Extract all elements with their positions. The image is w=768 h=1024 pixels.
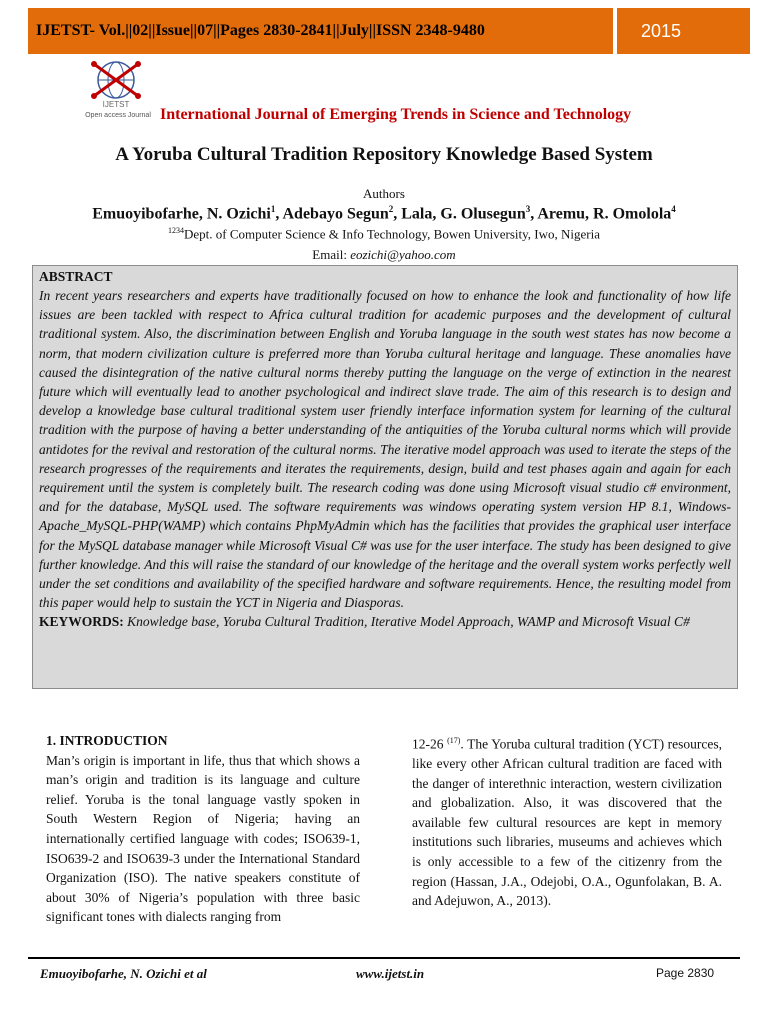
author-separator: , — [393, 205, 402, 223]
authors-label: Authors — [363, 186, 405, 201]
affiliation-text: Dept. of Computer Science & Info Technology, Bowen University, Iwo, Nigeria — [184, 226, 600, 242]
abstract-text: In recent years researchers and experts have traditionally focused on how to enhance the look and functionality of how life issues are been tackled with respect to Africa cultural tradition for academic purposes and the development of cultural traditional system. Also, the discrimination between English and Yoruba language in the south west states has now become a norm, that modern civilization culture is preferred more than Yoruba cultural heritage and language. These anomalies have caused the disintegration of the native cultural norms thereby putting the language on the verge of extinction in the nearest future which will eventually lead to another psychological and indirect slave trade. The aim of this research is to design and develop a knowledge base cultural traditional system user friendly interface information system for learning of the cultural tradition with the purpose of having a better understanding of the antiquities of the Yoruba cultural norms which will provide antidotes for the revival and restoration of the cultural norms. The iterative model approach was used to iterate the steps of the research progresses of the requirements and iterates the requirements, design, build and test phases again and again for each requirement until the system is completely built. The research coding was done using Microsoft visual studio c# environment, and for the database, MySQL used. The software requirements was windows operating system version HP 8.1, Windows-Apache_MySQL-PHP(WAMP) which contains PhpMyAdmin which has the facilities that provides the graphical user interface for the MySQL database manager while Microsoft Visual C# was use for the user interface. The study has been designed to give further knowledge. And this will raise the standard of our knowledge of the heritage and the overall system works perfectly well under the set conditions and availability of the specified hardware and software requirements. Hence, the resulting model from this paper would help to sustain the YCT in Nigeria and Diasporas. — [39, 288, 731, 611]
abstract-heading: ABSTRACT — [39, 269, 113, 284]
keywords-text: Knowledge base, Yoruba Cultural Tradition, Iterative Model Approach, WAMP and Microsoft Visual C# — [123, 614, 690, 630]
author-separator: , — [275, 205, 283, 223]
introduction-left-column — [46, 731, 360, 927]
email-address[interactable]: eozichi@yahoo.com — [350, 247, 456, 262]
author-name: Emuoyibofarhe, N. Ozichi — [92, 205, 271, 223]
journal-title: International Journal of Emerging Trends in Science and Technology — [160, 106, 632, 123]
year-banner: 2015 — [613, 8, 750, 54]
logo-caption: Open access Journal — [85, 112, 151, 119]
author-name: Lala, G. Olusegun — [401, 205, 526, 223]
email-label: Email: — [312, 247, 351, 262]
abstract-box — [32, 265, 738, 689]
author-affiliation-number: 1 — [270, 204, 276, 214]
author-name: Aremu, R. Omolola — [537, 205, 672, 223]
author-separator: , — [530, 205, 538, 223]
footer-website[interactable]: www.ijetst.in — [356, 966, 425, 981]
logo-label: IJETST — [102, 100, 130, 109]
paragraph: Man’s origin is important in life, thus that which shows a man’s origin and tradition is its language and culture relief. Yoruba is the tonal language vastly spoken in South Western Region of Nigeria; having an internationally certified language with codes; ISO639-1, ISO639-2 and ISO639-3 under the International Standard Organization (ISO). The native speakers constitute of about 30% of Nigeria’s population with three basic significant tones with dialects ranging from — [46, 752, 360, 925]
paragraph-start: 12-26 — [412, 736, 448, 752]
author-name: Adebayo Segun — [282, 205, 389, 223]
paper-title: A Yoruba Cultural Tradition Repository Knowledge Based System — [115, 144, 653, 165]
affiliation-number: 1234 — [168, 226, 185, 235]
footer-divider — [28, 957, 740, 959]
journal-header-bar — [28, 8, 750, 54]
citation-ref: (17) — [447, 736, 461, 745]
author-list — [0, 204, 768, 223]
affiliation — [0, 226, 768, 242]
footer-author: Emuoyibofarhe, N. Ozichi et al — [40, 966, 207, 981]
journal-info-banner: IJETST- Vol.||02||Issue||07||Pages 2830-2841||July||ISSN 2348-9480 — [28, 8, 613, 54]
keywords — [39, 612, 731, 631]
author-affiliation-number: 4 — [671, 204, 676, 214]
keywords-label: KEYWORDS: — [39, 614, 124, 630]
paragraph: . The Yoruba cultural tradition (YCT) resources, like every other African cultural tradition are faced with the danger of interethnic interaction, western civilization and globalization. Also, it was discovered that the available few cultural resources are kept in memory institutions such libraries, museums and achieves which is only accessible to a few of the citizenry from the region (Hassan, J.A., Odejobi, O.A., Ogunfolakan, B. A. and Adejuwon, A., 2013). — [412, 736, 722, 909]
email-line — [0, 247, 768, 263]
page-number: Page 2830 — [656, 966, 715, 980]
introduction-right-column — [412, 731, 722, 911]
author-affiliation-number: 2 — [388, 204, 394, 214]
author-affiliation-number: 3 — [525, 204, 531, 214]
section-heading: 1. INTRODUCTION — [46, 733, 168, 748]
